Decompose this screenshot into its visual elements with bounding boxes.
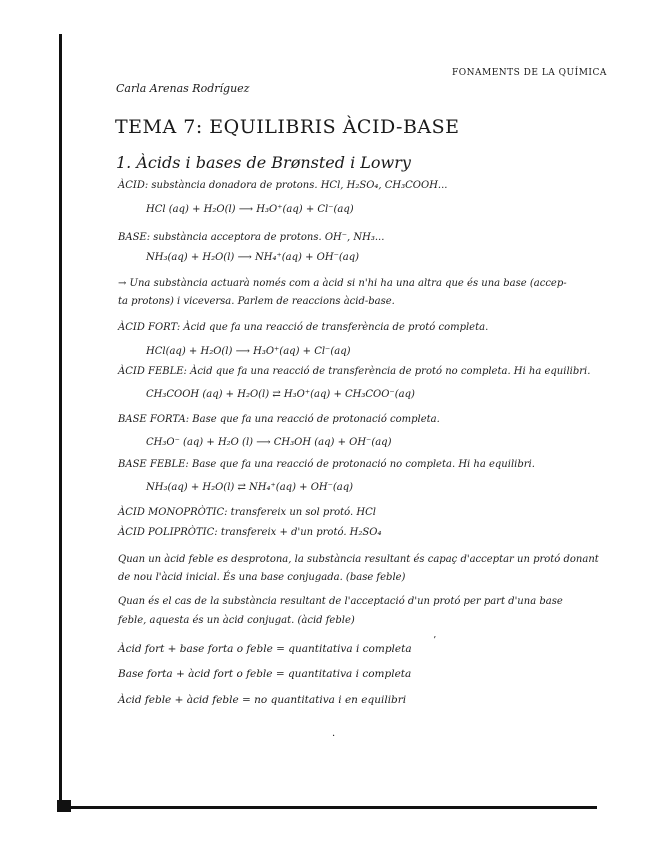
conjugate-acid-line-1: Quan és el cas de la substància resultant de l'acceptació d'un protó per part d'una base [118, 596, 563, 607]
note-line-2: ta protons) i viceversa. Parlem de reaccions àcid-base. [118, 296, 395, 307]
stray-mark: ʼ [433, 636, 436, 646]
conjugate-acid-line-2: feble, aquesta és un àcid conjugat. (àcid feble) [118, 615, 355, 626]
definition-weak-base: BASE FEBLE: Base que fa una reacció de protonació no completa. Hi ha equilibri. [118, 459, 535, 470]
definition-strong-base: BASE FORTA: Base que fa una reacció de protonació completa. [118, 414, 440, 425]
definition-monoprotic: ÀCID MONOPRÒTIC: transfereix un sol protó. HCl [118, 507, 376, 518]
equation-hcl: HCl (aq) + H₂O(l) ⟶ H₃O⁺(aq) + Cl⁻(aq) [146, 204, 354, 215]
subject-title: FONAMENTS DE LA QUÍMICA [452, 68, 607, 78]
stray-dot: · [332, 731, 336, 742]
definition-polyprotic: ÀCID POLIPRÒTIC: transfereix + d'un protó. H₂SO₄ [118, 527, 382, 538]
equation-nh3: NH₃(aq) + H₂O(l) ⟶ NH₄⁺(aq) + OH⁻(aq) [146, 252, 360, 263]
note-line-1: → Una substància actuarà només com a àcid si n'hi ha una altra que és una base (accep- [118, 278, 567, 289]
definition-base: BASE: substància acceptora de protons. OH⁻, NH₃... [118, 232, 385, 243]
conjugate-base-line-2: de nou l'àcid inicial. És una base conjugada. (base feble) [118, 572, 406, 583]
equation-strong-acid: HCl(aq) + H₂O(l) ⟶ H₃O⁺(aq) + Cl⁻(aq) [146, 346, 351, 357]
definition-strong-acid: ÀCID FORT: Àcid que fa una reacció de transferència de protó completa. [118, 322, 489, 333]
author-name: Carla Arenas Rodríguez [116, 82, 250, 95]
rule-strong-acid: Àcid fort + base forta o feble = quantitativa i completa [118, 643, 412, 655]
equation-weak-acid: CH₃COOH (aq) + H₂O(l) ⇄ H₃O⁺(aq) + CH₃COO⁻(aq) [146, 389, 415, 400]
conjugate-base-line-1: Quan un àcid feble es desprotona, la substància resultant és capaç d'acceptar un protó donant [118, 554, 599, 565]
definition-acid: ÀCID: substància donadora de protons. HCl, H₂SO₄, CH₃COOH... [118, 180, 448, 191]
page-bottom-border [59, 806, 597, 809]
rule-strong-base: Base forta + àcid fort o feble = quantitativa i completa [118, 668, 412, 680]
page-title: TEMA 7: EQUILIBRIS ÀCID-BASE [115, 116, 460, 138]
definition-weak-acid: ÀCID FEBLE: Àcid que fa una reacció de transferència de protó no completa. Hi ha equilibri. [118, 366, 591, 377]
page-left-border [59, 34, 62, 809]
equation-weak-base: NH₃(aq) + H₂O(l) ⇄ NH₄⁺(aq) + OH⁻(aq) [146, 482, 354, 493]
corner-mark [57, 800, 71, 812]
section-heading: 1. Àcids i bases de Brønsted i Lowry [116, 153, 411, 172]
equation-strong-base: CH₃O⁻ (aq) + H₂O (l) ⟶ CH₃OH (aq) + OH⁻(aq) [146, 437, 392, 448]
rule-weak-weak: Àcid feble + àcid feble = no quantitativa i en equilibri [118, 694, 407, 706]
